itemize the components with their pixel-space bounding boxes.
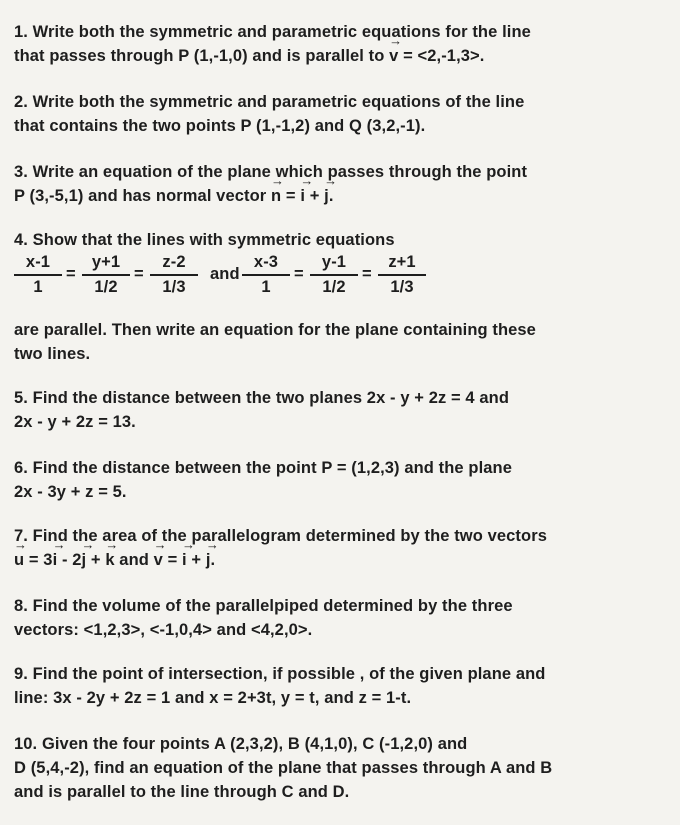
symmetric-equations <box>14 252 670 300</box>
problem-5-line-1: 5. Find the distance between the two planes 2x - y + 2z = 4 and <box>14 389 510 407</box>
unit-vector-i: → i <box>300 184 305 208</box>
problem-1-line-1: 1. Write both the symmetric and parametric equations for the line <box>14 23 531 41</box>
equals-sign: = <box>294 265 304 283</box>
unit-vector-j: → j <box>206 548 211 572</box>
problem-2-line-1: 2. Write both the symmetric and parametric equations of the line <box>14 93 525 111</box>
fraction-right-x: $\frac{x-3}{1}$ <box>242 252 290 298</box>
vector-v-symbol: → v <box>389 44 398 68</box>
vector-u: → u <box>14 548 24 572</box>
problem-9-line-2: line: 3x - 2y + 2z = 1 and x = 2+3t, y = t, and z = 1-t. <box>14 689 412 707</box>
problem-4-line-1: 4. Show that the lines with symmetric equations <box>14 231 395 249</box>
problem-6 <box>14 456 670 504</box>
problem-5-line-2: 2x - y + 2z = 13. <box>14 413 136 431</box>
and-word: and <box>210 265 240 283</box>
problem-10-line-2: D (5,4,-2), find an equation of the plane that passes through A and B <box>14 759 553 777</box>
fraction-left-y: $\frac{y+1}{1/2}$ <box>82 252 130 298</box>
problem-6-line-1: 6. Find the distance between the point P = (1,2,3) and the plane <box>14 459 512 477</box>
problem-1 <box>14 20 670 68</box>
problem-4 <box>14 228 670 366</box>
fraction-left-z: $\frac{z-2}{1/3}$ <box>150 252 198 298</box>
problem-4-line-3: two lines. <box>14 345 91 363</box>
problem-9-line-1: 9. Find the point of intersection, if possible , of the given plane and <box>14 665 546 683</box>
unit-vector-i: → i <box>53 548 58 572</box>
vector-v: → v <box>154 548 163 572</box>
equals-sign: = <box>362 265 372 283</box>
problem-7 <box>14 524 670 572</box>
unit-vector-j: → j <box>82 548 87 572</box>
problem-3-line-1: 3. Write an equation of the plane which passes through the point <box>14 163 528 181</box>
fraction-right-y: $\frac{y-1}{1/2}$ <box>310 252 358 298</box>
problem-10-line-1: 10. Given the four points A (2,3,2), B (4,1,0), C (-1,2,0) and <box>14 735 468 753</box>
problem-10-line-3: and is parallel to the line through C and D. <box>14 783 350 801</box>
problem-10 <box>14 732 670 804</box>
unit-vector-k: → k <box>105 548 114 572</box>
normal-vector-n: → n <box>271 184 281 208</box>
problem-9 <box>14 662 670 710</box>
problem-6-line-2: 2x - 3y + z = 5. <box>14 483 127 501</box>
equals-sign: = <box>66 265 76 283</box>
problem-7-line-2: → u = 3→ i - 2→ j + → k and → v = → i + → j. <box>14 548 670 572</box>
fraction-right-z: $\frac{z+1}{1/3}$ <box>378 252 426 298</box>
problem-2 <box>14 90 670 138</box>
problem-8 <box>14 594 670 642</box>
problem-1-line-2: that passes through P (1,-1,0) and is parallel to → v = <2,-1,3>. <box>14 44 670 68</box>
problem-8-line-1: 8. Find the volume of the parallelpiped determined by the three <box>14 597 513 615</box>
problem-4-line-2: are parallel. Then write an equation for the plane containing these <box>14 321 536 339</box>
problem-3-line-2: P (3,-5,1) and has normal vector → n = → i + → j. <box>14 184 670 208</box>
equals-sign: = <box>134 265 144 283</box>
unit-vector-i: → i <box>182 548 187 572</box>
problem-5 <box>14 386 670 434</box>
problem-8-line-2: vectors: <1,2,3>, <-1,0,4> and <4,2,0>. <box>14 621 313 639</box>
unit-vector-j: → j <box>324 184 329 208</box>
problem-3 <box>14 160 670 208</box>
problem-2-line-2: that contains the two points P (1,-1,2) and Q (3,2,-1). <box>14 117 426 135</box>
problem-7-line-1: 7. Find the area of the parallelogram determined by the two vectors <box>14 527 548 545</box>
fraction-left-x: $\frac{x-1}{1}$ <box>14 252 62 298</box>
